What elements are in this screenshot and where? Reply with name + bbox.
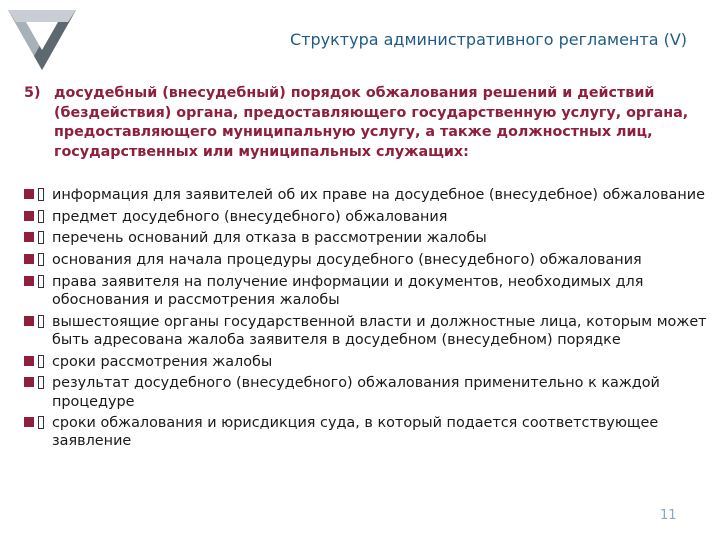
- missing-glyph-icon: [38, 231, 44, 244]
- square-bullet-icon: [24, 356, 34, 366]
- list-item-text: вышестоящие органы государственной власти и должностные лица, которым может быть адресована жалоба заявителя в досудебном (внесудебном) порядке: [52, 313, 707, 348]
- impossible-triangle-logo-icon: [0, 0, 86, 86]
- square-bullet-icon: [24, 276, 34, 286]
- missing-glyph-icon: [38, 253, 44, 266]
- list-item-text: информация для заявителей об их праве на досудебное (внесудебное) обжалование: [52, 187, 705, 203]
- missing-glyph-icon: [38, 355, 44, 368]
- list-item-text: предмет досудебного (внесудебного) обжалования: [52, 208, 448, 225]
- list-item-text: основания для начала процедуры досудебного (внесудебного) обжалования: [52, 252, 642, 269]
- list-item-text: сроки рассмотрения жалобы: [52, 353, 273, 370]
- square-bullet-icon: [24, 417, 34, 427]
- list-item-text: права заявителя на получение информации и документов, необходимых для обоснования и рассмотрения жалобы: [52, 273, 644, 309]
- list-item: [24, 313, 714, 349]
- missing-glyph-icon: [38, 210, 44, 223]
- list-item-text: перечень оснований для отказа в рассмотрении жалобы: [52, 230, 487, 247]
- square-bullet-icon: [24, 189, 34, 199]
- missing-glyph-icon: [38, 376, 44, 389]
- square-bullet-icon: [24, 211, 34, 221]
- list-item-text: сроки обжалования и юрисдикция суда, в который подается соответствующее заявление: [52, 415, 659, 450]
- list-item: [24, 229, 714, 247]
- square-bullet-icon: [24, 232, 34, 242]
- missing-glyph-icon: [38, 416, 44, 429]
- list-item: [24, 186, 714, 204]
- square-bullet-icon: [24, 377, 34, 387]
- list-item: [24, 414, 714, 450]
- list-item: [24, 273, 714, 309]
- list-item: [24, 251, 714, 269]
- missing-glyph-icon: [38, 315, 44, 328]
- square-bullet-icon: [24, 254, 34, 264]
- list-item: [24, 353, 714, 371]
- missing-glyph-icon: [38, 188, 44, 201]
- list-item: [24, 374, 714, 410]
- slide-title: Структура административного регламента (V): [290, 30, 688, 49]
- heading-text: досудебный (внесудебный) порядок обжалования решений и действий (бездействия) органа, предоставляющего государственную услугу, органа, предоставляющего муниципальную услугу, а также должностных лиц, государственных или муниципальных служащих:: [54, 85, 689, 160]
- page-number: 11: [660, 508, 677, 523]
- list-item-text: результат досудебного (внесудебного) обжалования применительно к каждой процедуре: [52, 375, 660, 410]
- square-bullet-icon: [24, 316, 34, 326]
- requirements-list: [24, 186, 714, 454]
- missing-glyph-icon: [38, 275, 44, 288]
- heading-number: 5): [24, 85, 41, 101]
- section-heading: [24, 84, 704, 162]
- list-item: [24, 208, 714, 226]
